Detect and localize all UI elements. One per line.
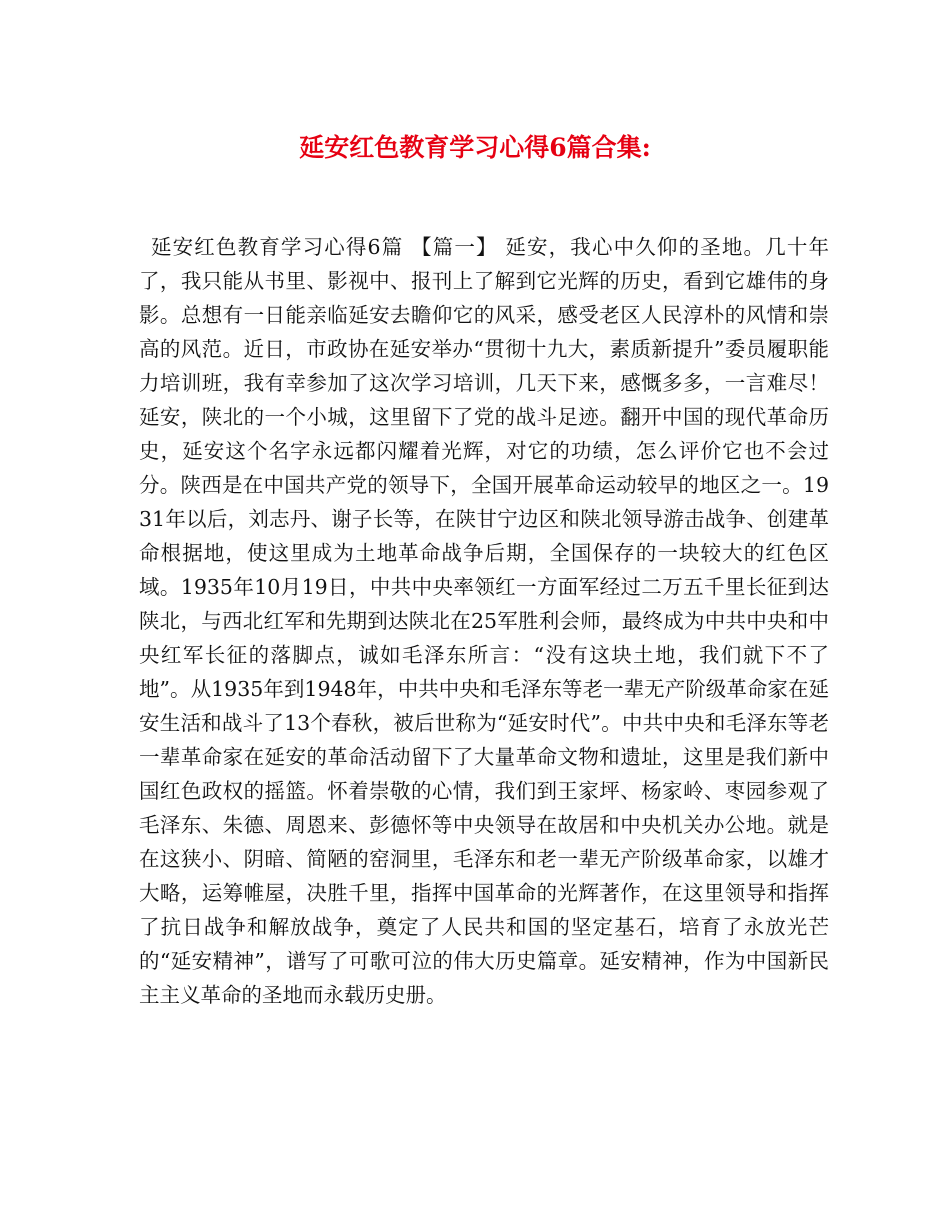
document-title: 延安红色教育学习心得6篇合集: [299,133,651,162]
document-body-paragraph: 延安红色教育学习心得6篇 【篇一】 延安，我心中久仰的圣地。几十年了，我只能从书里、影视中、报刊上了解到它光辉的历史，看到它雄伟的身影。总想有一日能亲临延安去瞻仰它的风采，感受老区人民淳朴的风情和崇高的风范。近日，市政协在延安举办“贯彻十九大，素质新提升”委员履职能力培训班，我有幸参加了这次学习培训，几天下来，感慨多多，一言难尽！ 延安，陕北的一个小城，这里留下了党的战斗足迹。翻开中国的现代革命历史，延安这个名字永远都闪耀着光辉，对它的功绩，怎么评价它也不会过分。陕西是在中国共产党的领导下，全国开展革命运动较早的地区之一。1931年以后，刘志丹、谢子长等，在陕甘宁边区和陕北领导游击战争、创建革命根据地，使这里成为土地革命战争后期，全国保存的一块较大的红色区域。1935年10月19日，中共中央率领红一方面军经过二万五千里长征到达陕北，与西北红军和先期到达陕北在25军胜利会师，最终成为中共中央和中央红军长征的落脚点，诚如毛泽东所言：“没有这块土地，我们就下不了地”。从1935年到1948年，中共中央和毛泽东等老一辈无产阶级革命家在延安生活和战斗了13个春秋，被后世称为“延安时代”。中共中央和毛泽东等老一辈革命家在延安的革命活动留下了大量革命文物和遗址，这里是我们新中国红色政权的摇篮。怀着崇敬的心情，我们到王家坪、杨家岭、枣园参观了毛泽东、朱德、周恩来、彭德怀等中央领导在故居和中央机关办公地。就是在这狭小、阴暗、简陋的窑洞里，毛泽东和老一辈无产阶级革命家，以雄才大略，运筹帷屋，决胜千里，指挥中国革命的光辉著作，在这里领导和指挥了抗日战争和解放战争，奠定了人民共和国的坚定基石，培育了永放光芒的“延安精神”，谱写了可歌可泣的伟大历史篇章。延安精神，作为中国新民主主义革命的圣地而永载历史册。 [139,235,829,1007]
